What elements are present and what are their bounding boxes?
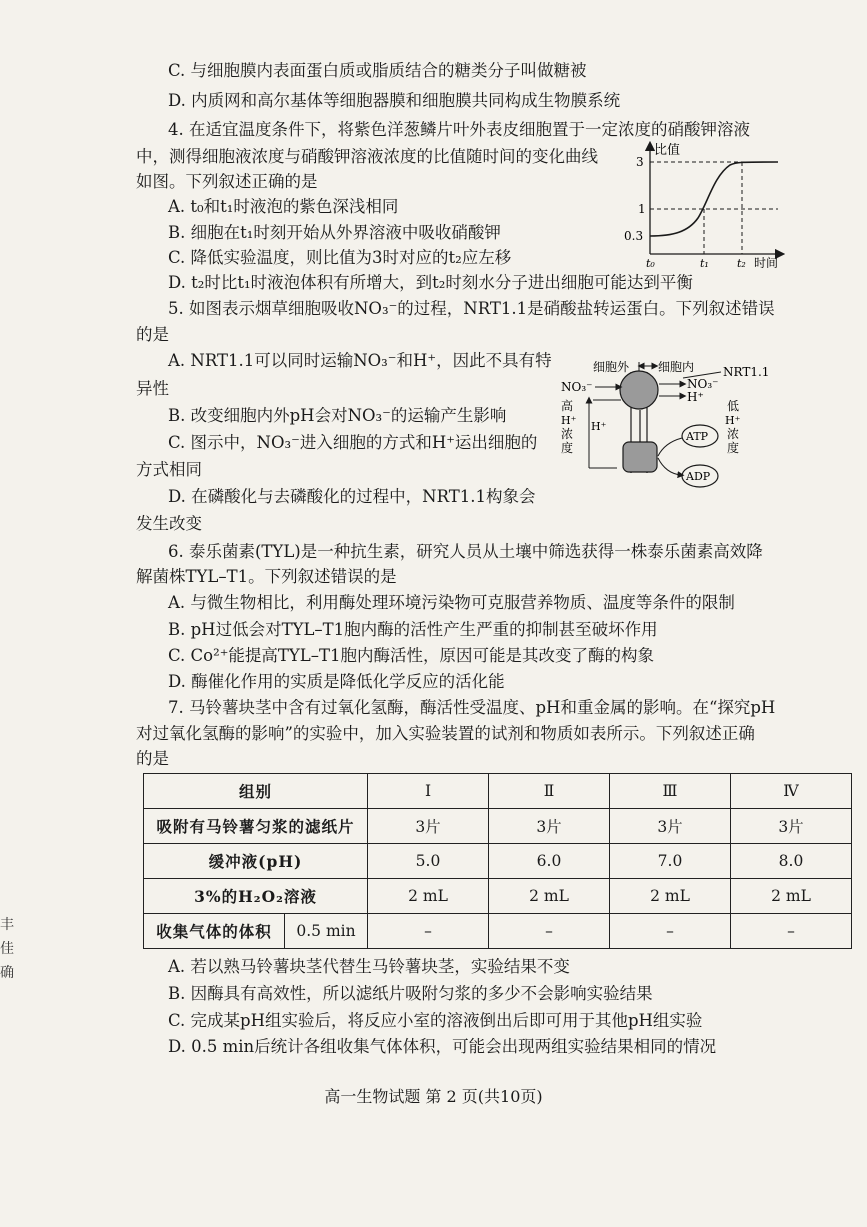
table-header-cell: Ⅰ	[368, 774, 489, 809]
table-header-cell: 组别	[144, 774, 368, 809]
experiment-table	[143, 773, 852, 949]
table-header-cell: Ⅱ	[489, 774, 610, 809]
table-cell: –	[489, 914, 610, 949]
table-header-row	[144, 774, 852, 809]
q6-stem: 6. 泰乐菌素(TYL)是一种抗生素，研究人员从土壤中筛选获得一株泰乐菌素高效降	[168, 542, 763, 561]
q3-option-c: C. 与细胞膜内表面蛋白质或脂质结合的糖类分子叫做糖被	[168, 61, 587, 80]
table-cell: 0.5 min	[285, 914, 368, 949]
no3-inside: NO₃⁻	[687, 377, 719, 391]
q7-stem-3: 的是	[136, 749, 169, 768]
table-cell: 3片	[368, 809, 489, 844]
q4-stem-2: 中，测得细胞液浓度与硝酸钾溶液浓度的比值随时间的变化曲线	[136, 147, 598, 166]
no3-outside: NO₃⁻	[561, 380, 593, 394]
table-cell: –	[368, 914, 489, 949]
table-cell: 收集气体的体积	[144, 914, 285, 949]
q6-option-a: A. 与微生物相比，利用酶处理环境污染物可克服营养物质、温度等条件的限制	[168, 593, 735, 612]
q7-option-c: C. 完成某pH组实验后，将反应小室的溶液倒出后即可用于其他pH组实验	[168, 1011, 703, 1030]
low-h-2: H⁺	[725, 414, 741, 427]
q5-stem: 5. 如图表示烟草细胞吸收NO₃⁻的过程，NRT1.1是硝酸盐转运蛋白。下列叙述错误	[168, 299, 775, 318]
table-cell: 3%的H₂O₂溶液	[144, 879, 368, 914]
ratio-curve	[650, 162, 778, 236]
outside-label: 细胞外	[593, 360, 630, 374]
h-middle: H⁺	[591, 420, 607, 433]
low-h-3: 浓	[727, 427, 740, 441]
q4-option-b: B. 细胞在t₁时刻开始从外界溶液中吸收硝酸钾	[168, 223, 501, 242]
table-cell: 8.0	[731, 844, 852, 879]
q7-option-a: A. 若以熟马铃薯块茎代替生马铃薯块茎，实验结果不变	[168, 957, 570, 976]
table-row	[144, 879, 852, 914]
table-header-cell: Ⅲ	[610, 774, 731, 809]
q5-option-d: D. 在磷酸化与去磷酸化的过程中，NRT1.1构象会	[168, 487, 536, 506]
margin-mark: 丰	[0, 917, 14, 933]
table-row	[144, 844, 852, 879]
table-cell: 3片	[610, 809, 731, 844]
x-tick-t0: t₀	[646, 257, 655, 268]
high-h-2: H⁺	[561, 414, 577, 427]
h-inside: H⁺	[687, 390, 704, 404]
q5-option-b: B. 改变细胞内外pH会对NO₃⁻的运输产生影响	[168, 406, 507, 425]
margin-mark: 确	[0, 965, 14, 981]
table-cell: 2 mL	[610, 879, 731, 914]
q3-option-d: D. 内质网和高尔基体等细胞器膜和细胞膜共同构成生物膜系统	[168, 91, 621, 110]
atp-label: ATP	[686, 430, 709, 443]
table-cell: 7.0	[610, 844, 731, 879]
q7-stem-2: 对过氧化氢酶的影响”的实验中，加入实验装置的试剂和物质如表所示。下列叙述正确	[136, 724, 755, 743]
table-row	[144, 809, 852, 844]
q5-option-d-cont: 发生改变	[136, 514, 202, 533]
y-tick-0.3: 0.3	[624, 229, 644, 243]
table-cell: –	[610, 914, 731, 949]
q7-option-b: B. 因酶具有高效性，所以滤纸片吸附匀浆的多少不会影响实验结果	[168, 984, 653, 1003]
q7-option-d: D. 0.5 min后统计各组收集气体体积，可能会出现两组实验结果相同的情况	[168, 1037, 717, 1056]
table-cell: 吸附有马铃薯匀浆的滤纸片	[144, 809, 368, 844]
margin-mark: 佳	[0, 941, 14, 957]
q5-option-c: C. 图示中，NO₃⁻进入细胞的方式和H⁺运出细胞的	[168, 433, 538, 452]
q6-option-c: C. Co²⁺能提高TYL–T1胞内酶活性，原因可能是其改变了酶的构象	[168, 646, 655, 665]
q7-stem: 7. 马铃薯块茎中含有过氧化氢酶，酶活性受温度、pH和重金属的影响。在“探究pH	[168, 698, 776, 717]
table-row	[144, 914, 852, 949]
q4-option-a: A. t₀和t₁时液泡的紫色深浅相同	[168, 197, 399, 216]
page-footer: 高一生物试题 第 2 页(共10页)	[324, 1087, 543, 1106]
q6-option-b: B. pH过低会对TYL–T1胞内酶的活性产生严重的抑制甚至破坏作用	[168, 620, 658, 639]
x-tick-t1: t₁	[700, 257, 709, 268]
high-h-1: 高	[561, 399, 574, 413]
x-tick-t2: t₂	[737, 257, 746, 268]
q5-option-c-cont: 方式相同	[136, 460, 202, 479]
table-cell: 6.0	[489, 844, 610, 879]
high-h-4: 度	[561, 441, 574, 455]
high-h-3: 浓	[561, 427, 574, 441]
table-cell: 3片	[489, 809, 610, 844]
q6-option-d: D. 酶催化作用的实质是降低化学反应的活化能	[168, 672, 505, 691]
q5-option-a-cont: 异性	[136, 379, 169, 398]
q4-stem-3: 如图。下列叙述正确的是	[136, 172, 318, 191]
protein-label: NRT1.1	[723, 365, 770, 379]
low-h-4: 度	[727, 441, 740, 455]
proton-pump	[623, 442, 657, 472]
y-axis-label: 比值	[654, 143, 681, 158]
ratio-time-graph	[618, 140, 788, 268]
y-tick-1: 1	[638, 202, 646, 216]
table-cell: 3片	[731, 809, 852, 844]
q4-stem: 4. 在适宜温度条件下，将紫色洋葱鳞片叶外表皮细胞置于一定浓度的硝酸钾溶液	[168, 120, 750, 139]
table-cell: 2 mL	[731, 879, 852, 914]
table-cell: 缓冲液(pH)	[144, 844, 368, 879]
low-h-1: 低	[727, 399, 740, 413]
inside-label: 细胞内	[658, 360, 695, 374]
q6-stem-2: 解菌株TYL–T1。下列叙述错误的是	[136, 567, 397, 586]
adp-label: ADP	[686, 470, 711, 483]
q4-option-d: D. t₂时比t₁时液泡体积有所增大，到t₂时刻水分子进出细胞可能达到平衡	[168, 273, 693, 292]
q4-option-c: C. 降低实验温度，则比值为3时对应的t₂应左移	[168, 248, 512, 267]
table-cell: –	[731, 914, 852, 949]
q5-stem-2: 的是	[136, 325, 169, 344]
nrt-transporter	[620, 371, 658, 409]
q5-option-a: A. NRT1.1可以同时运输NO₃⁻和H⁺，因此不具有特	[168, 351, 552, 370]
x-axis-label: 时间	[754, 256, 779, 268]
nrt-transport-diagram	[555, 358, 780, 493]
table-header-cell: Ⅳ	[731, 774, 852, 809]
y-tick-3: 3	[636, 155, 644, 169]
table-cell: 5.0	[368, 844, 489, 879]
table-cell: 2 mL	[368, 879, 489, 914]
table-cell: 2 mL	[489, 879, 610, 914]
